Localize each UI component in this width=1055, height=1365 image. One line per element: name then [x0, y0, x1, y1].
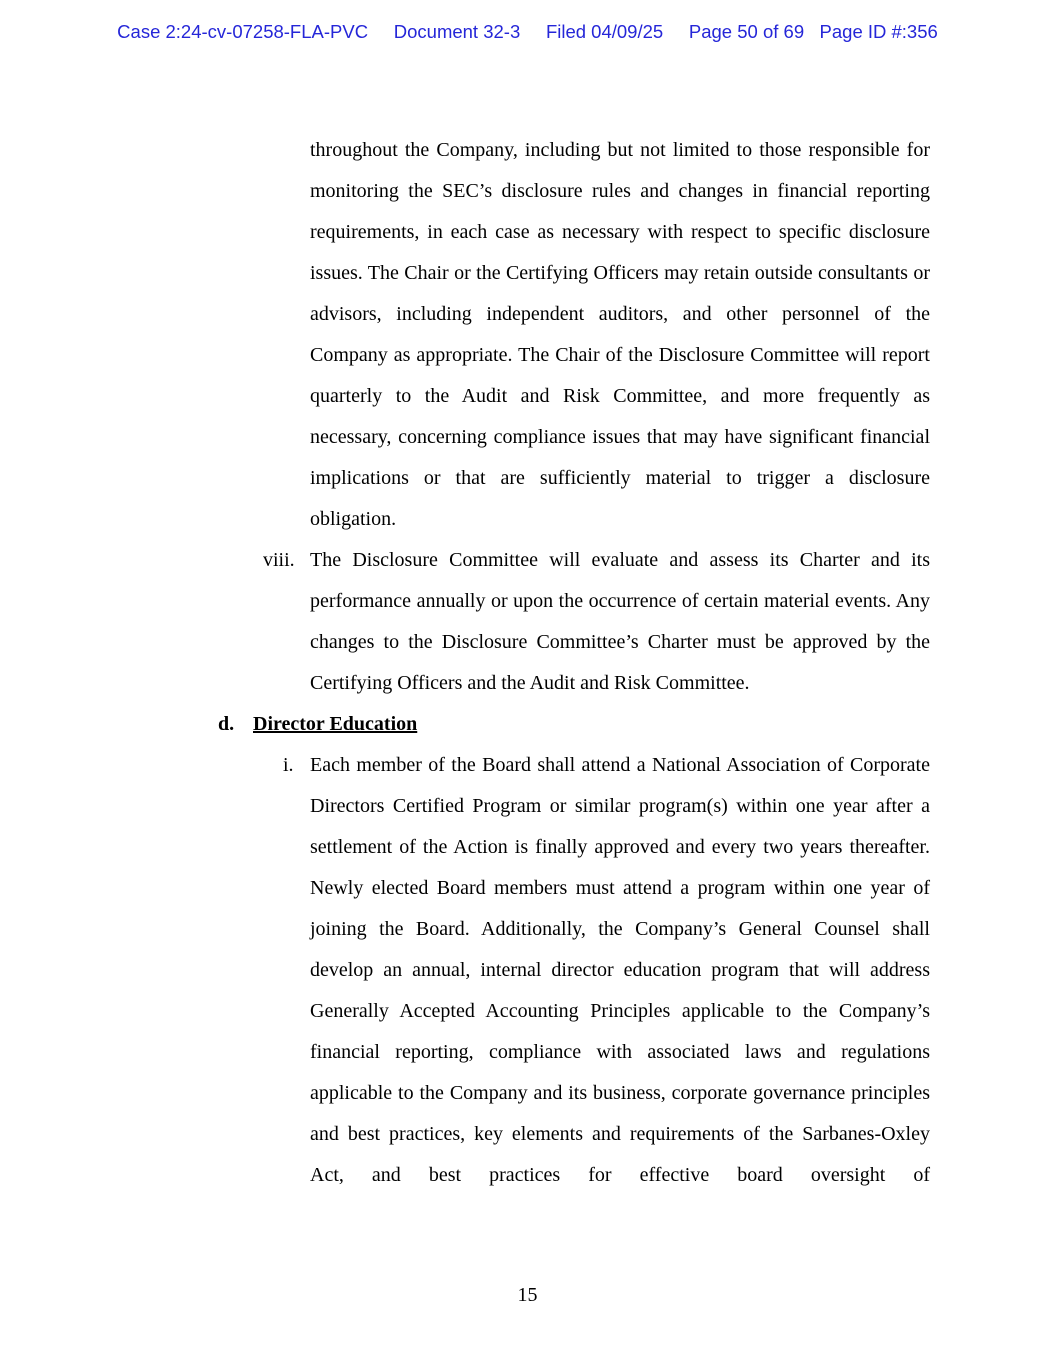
list-item-i: [283, 745, 930, 1196]
paragraph-vii-continuation: throughout the Company, including but not limited to those responsible for monitoring the SEC’s disclosure rules and changes in financial reporting requirements, in each case as necessary with respect to specific disclosure issues. The Chair or the Certifying Officers may retain outside consultants or advisors, including independent auditors, and other personnel of the Company as appropriate. The Chair of the Disclosure Committee will report quarterly to the Audit and Risk Committee, and more frequently as necessary, concerning compliance issues that may have significant financial implications or that are sufficiently material to trigger a disclosure obligation.: [310, 139, 930, 530]
section-heading-d: [218, 704, 930, 745]
list-item-viii: [263, 540, 930, 704]
list-item-i-text: Each member of the Board shall attend a National Association of Corporate Directors Certified Program or similar program(s) within one year after a settlement of the Action is finally approved and every two years thereafter. Newly elected Board members must attend a program within one year of joining the Board. Additionally, the Company’s General Counsel shall develop an annual, internal director education program that will address Generally Accepted Accounting Principles applicable to the Company’s financial reporting, compliance with associated laws and regulations applicable to the Company and its business, corporate governance principles and best practices, key elements and requirements of the Sarbanes-Oxley Act, and best practices for effective board oversight of: [310, 754, 930, 1186]
court-filing-header: Case 2:24-cv-07258-FLA-PVC Document 32-3 Filed 04/09/25 Page 50 of 69 Page ID #:356: [117, 21, 938, 42]
list-marker-i: i.: [283, 754, 294, 776]
list-item-viii-text: The Disclosure Committee will evaluate and assess its Charter and its performance annually or upon the occurrence of certain material events. Any changes to the Disclosure Committee’s Charter must be approved by the Certifying Officers and the Audit and Risk Committee.: [310, 549, 930, 694]
document-body: [0, 130, 1055, 1196]
page-number: 15: [517, 1284, 538, 1306]
list-marker-viii: viii.: [263, 549, 295, 571]
section-heading-label: d.: [218, 713, 235, 735]
section-heading-title: Director Education: [253, 713, 418, 735]
